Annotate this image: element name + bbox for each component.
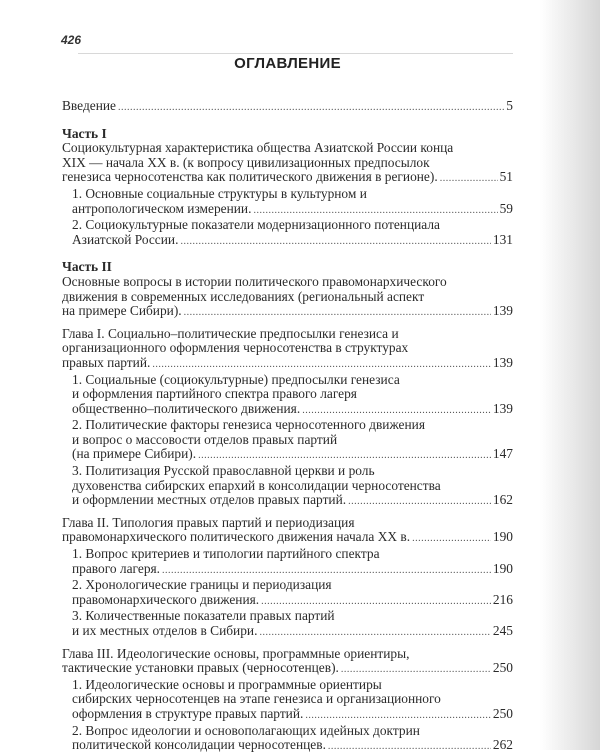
dot-leader [328, 738, 491, 755]
toc-page-number: 139 [492, 400, 513, 416]
dot-leader [259, 624, 490, 641]
table-of-contents [62, 99, 513, 755]
toc-page-number: 250 [492, 705, 513, 721]
toc-entry-line: 2. Вопрос идеологии и основополагающих идейных доктрин [72, 722, 420, 738]
toc-entry-line: 3. Количественные показатели правых партий [72, 608, 335, 624]
toc-entry-line: Основные вопросы в истории политического правомонархического [62, 273, 447, 289]
part-heading: Часть II [62, 259, 112, 275]
toc-entry-line: оформления в структуре правых партий. [72, 705, 304, 721]
toc-entry-line: Глава III. Идеологические основы, программные ориентиры, [62, 645, 410, 661]
toc-entry[interactable] [62, 218, 513, 249]
toc-page-number: 147 [492, 446, 513, 462]
toc-entry[interactable] [62, 516, 513, 547]
dot-leader [412, 530, 491, 547]
dot-leader [341, 661, 491, 678]
toc-entry[interactable] [62, 373, 513, 419]
page-number: 426 [61, 33, 82, 47]
toc-entry-line: 3. Политизация Русской православной церкви и роль [72, 463, 375, 479]
toc-entry-line: правомонархического политического движения начала XX в. [62, 529, 411, 545]
toc-entry-line: и их местных отделов в Сибири. [72, 623, 258, 638]
toc-entry[interactable] [62, 724, 513, 755]
toc-entry-line: Глава I. Социально–политические предпосылки генезиса и [62, 325, 399, 341]
dot-leader [261, 593, 491, 610]
toc-entry-line: общественно–политического движения. [72, 400, 301, 416]
toc-entry-line: движения в современных исследованиях (региональный аспект [62, 288, 425, 304]
toc-page-number: 131 [492, 231, 513, 247]
toc-entry-line: 2. Социокультурные показатели модернизационного потенциала [72, 217, 440, 233]
toc-page-number: 5 [506, 98, 513, 113]
toc-entry[interactable] [62, 327, 513, 373]
toc-entry[interactable] [62, 418, 513, 464]
toc-entry-line: Азиатской России. [72, 231, 179, 247]
toc-entry-line: организационного оформления черносотенства в структурах [62, 340, 409, 356]
toc-entry[interactable] [62, 141, 513, 187]
toc-page-number: 250 [492, 660, 513, 676]
dot-leader [440, 170, 498, 187]
toc-entry[interactable] [62, 275, 513, 321]
part-heading: Часть I [62, 125, 107, 141]
toc-entry[interactable] [62, 647, 513, 678]
dot-leader [118, 99, 504, 116]
book-gutter-shadow [540, 0, 600, 750]
toc-page-number: 190 [492, 560, 513, 576]
toc-entry-line: сибирских черносотенцев на этапе генезиса и организационного [72, 691, 441, 707]
toc-entry[interactable] [62, 578, 513, 609]
toc-page-number: 139 [492, 354, 513, 370]
toc-entry-line: Социокультурная характеристика общества Азиатской России конца [62, 140, 454, 156]
toc-entry-line: антропологическом измерении. [72, 200, 252, 216]
toc-page-number: 51 [499, 169, 513, 185]
toc-page-number: 162 [492, 492, 513, 508]
dot-leader [302, 402, 491, 419]
toc-entry-line: духовенства сибирских епархий в консолидации черносотенства [72, 477, 441, 493]
toc-entry[interactable] [62, 609, 513, 640]
toc-entry-line: 1. Социальные (социокультурные) предпосылки генезиса [72, 371, 400, 387]
dot-leader [162, 562, 491, 579]
toc-entry-line: (на примере Сибири). [72, 446, 197, 462]
dot-leader [348, 493, 491, 510]
toc-page-number: 139 [492, 303, 513, 319]
toc-entry-line: XIX — начала XX в. (к вопросу цивилизационных предпосылок [62, 154, 430, 170]
toc-entry-line: правомонархического движения. [72, 591, 260, 607]
toc-entry-line: 1. Основные социальные структуры в культурном и [72, 185, 367, 201]
dot-leader [152, 356, 491, 373]
toc-entry-line: 2. Политические факторы генезиса черносотенного движения [72, 417, 425, 433]
toc-entry[interactable] [62, 187, 513, 218]
toc-entry-line: тактические установки правых (черносотенцев). [62, 660, 339, 676]
dot-leader [253, 202, 497, 219]
toc-entry-line: 2. Хронологические границы и периодизация [72, 577, 332, 593]
toc-entry-line: и оформления партийного спектра правого лагеря [72, 386, 357, 402]
toc-entry-line: правого лагеря. [72, 560, 161, 576]
dot-leader [305, 707, 491, 724]
toc-entry-line: политической консолидации черносотенцев. [72, 737, 326, 753]
toc-page-number: 216 [492, 591, 513, 607]
toc-entry[interactable] [62, 678, 513, 724]
toc-entry-line: Глава II. Типология правых партий и периодизация [62, 514, 355, 530]
toc-entry-line: на примере Сибири). [62, 303, 182, 319]
toc-page-number: 245 [492, 623, 513, 638]
header-rule [78, 53, 513, 54]
toc-entry[interactable] [62, 99, 513, 116]
toc-entry-line: и вопрос о массовости отделов правых партий [72, 431, 338, 447]
toc-entry-line: генезиса черносотенства как политического движения в регионе). [62, 169, 438, 185]
toc-entry-line: Введение [62, 98, 116, 113]
toc-page-number: 262 [492, 737, 513, 753]
toc-page-number: 59 [499, 200, 513, 216]
toc-entry[interactable] [62, 464, 513, 510]
page-title: ОГЛАВЛЕНИЕ [234, 55, 341, 72]
toc-page-number: 190 [492, 529, 513, 545]
toc-entry-line: и оформлении местных отделов правых партий. [72, 492, 347, 508]
toc-entry-line: правых партий. [62, 354, 151, 370]
toc-entry[interactable] [62, 547, 513, 578]
dot-leader [198, 447, 491, 464]
dot-leader [180, 233, 490, 250]
toc-entry-line: 1. Идеологические основы и программные ориентиры [72, 676, 382, 692]
toc-entry-line: 1. Вопрос критериев и типологии партийного спектра [72, 546, 380, 562]
dot-leader [184, 304, 491, 321]
